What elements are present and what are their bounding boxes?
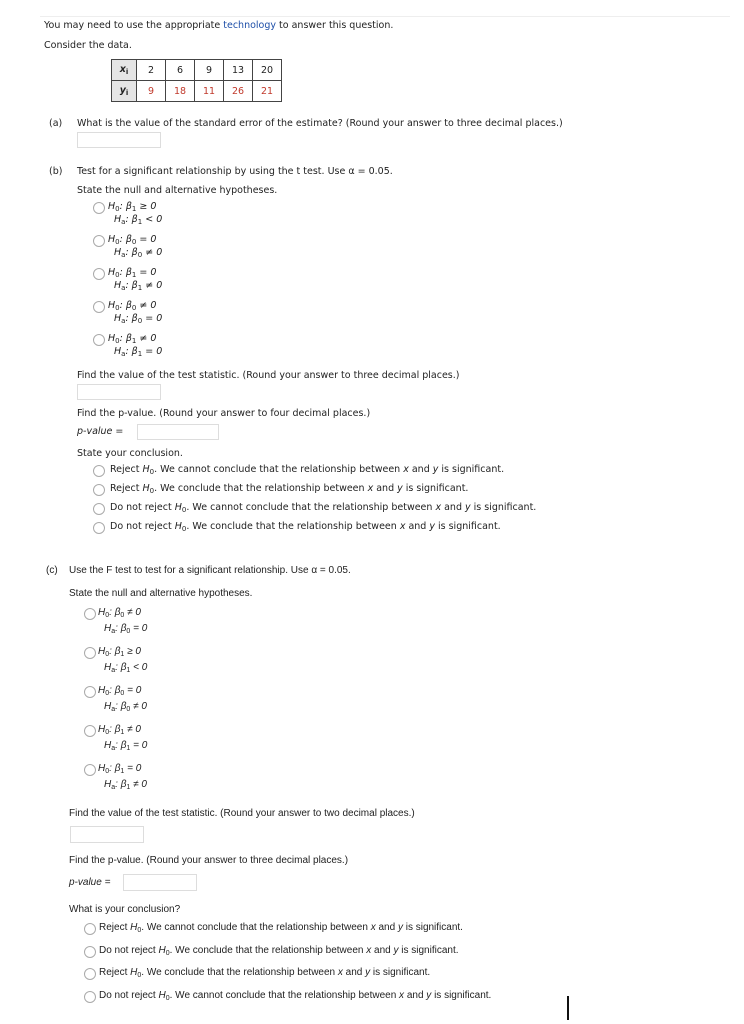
part-b-hypothesis-ha: $H_a$: $\beta_1 \ne 0$ [114,280,163,292]
part-c-conclusion-label: Do not reject $H_0$. We conclude that the relationship between x and y is significant. [99,944,459,957]
part-c-hypothesis-ha: $H_a$: $\beta_0 \ne 0$ [104,701,147,713]
part-c-stat-prompt: Find the value of the test statistic. (Round your answer to two decimal places.) [69,808,415,819]
part-c-label: (c) [46,565,58,576]
part-b-question: Test for a significant relationship by using the t test. Use α = 0.05. [77,166,393,177]
part-c-hypothesis-h0: $H_0$: $\beta_0 \ne 0$ [98,607,141,619]
part-c-conclusion-radio[interactable] [84,923,96,935]
part-b-hypothesis-h0: $H_0$: $\beta_1 \ge 0$ [108,201,157,213]
part-c-hypothesis-radio[interactable] [84,725,96,737]
top-divider [40,16,730,17]
y-header: $y_i$ [112,81,137,102]
x-cell: 13 [224,60,253,81]
x-cell: 9 [195,60,224,81]
part-b-hypothesis-radio[interactable] [93,334,105,346]
table-row-y [112,81,282,102]
part-c-question: Use the F test to test for a significant relationship. Use α = 0.05. [69,565,351,576]
y-cell: 9 [137,81,166,102]
part-b-hypothesis-radio[interactable] [93,301,105,313]
part-b-hypothesis-ha: $H_a$: $\beta_0 = 0$ [114,313,163,325]
part-c-hypothesis-radio[interactable] [84,647,96,659]
part-b-hypothesis-radio[interactable] [93,235,105,247]
part-b-hypothesis-ha: $H_a$: $\beta_1 = 0$ [114,346,163,358]
part-c-hypothesis-ha: $H_a$: $\beta_1 = 0$ [104,740,148,752]
part-b-conclusion-radio[interactable] [93,503,105,515]
text-cursor [567,996,569,1020]
part-c-hypothesis-h0: $H_0$: $\beta_1 \ge 0$ [98,646,141,658]
x-cell: 2 [137,60,166,81]
part-b-conclusion-prompt: State your conclusion. [77,448,183,459]
part-c-conclusion-label: Reject $H_0$. We conclude that the relationship between x and y is significant. [99,967,431,979]
part-c-hypothesis-ha: $H_a$: $\beta_0 = 0$ [104,623,148,635]
part-b-conclusion-radio[interactable] [93,465,105,477]
part-c-hypothesis-h0: $H_0$: $\beta_1 = 0$ [98,763,142,775]
t-stat-input[interactable] [77,384,161,400]
part-c-hyp-prompt: State the null and alternative hypotheses. [69,588,253,599]
y-cell: 26 [224,81,253,102]
part-b-p-label: p-value = [77,426,124,437]
part-b-hypothesis-h0: $H_0$: $\beta_0 \ne 0$ [108,300,157,312]
y-cell: 11 [195,81,224,102]
data-table [111,59,282,102]
consider-text: Consider the data. [44,40,132,51]
y-cell: 21 [253,81,282,102]
part-c-conclusion-prompt: What is your conclusion? [69,904,181,915]
y-cell: 18 [166,81,195,102]
part-c-hypothesis-h0: $H_0$: $\beta_0 = 0$ [98,685,142,697]
x-header: $x_i$ [112,60,137,81]
part-b-hypothesis-h0: $H_0$: $\beta_1 = 0$ [108,267,157,279]
x-cell: 6 [166,60,195,81]
part-c-hypothesis-h0: $H_0$: $\beta_1 \ne 0$ [98,724,141,736]
part-b-conclusion-label: Do not reject $H_0$. We cannot conclude that the relationship between x and y is significant. [110,502,537,514]
part-c-hypothesis-radio[interactable] [84,686,96,698]
part-b-conclusion-label: Reject $H_0$. We cannot conclude that the relationship between x and y is significant. [110,464,505,476]
part-c-hypothesis-radio[interactable] [84,608,96,620]
part-a-question: What is the value of the standard error of the estimate? (Round your answer to three decimal places.) [77,118,563,129]
std-error-input[interactable] [77,132,161,148]
x-cell: 20 [253,60,282,81]
part-c-hypothesis-radio[interactable] [84,764,96,776]
part-c-conclusion-radio[interactable] [84,968,96,980]
intro-text-before: You may need to use the appropriate [44,20,224,31]
t-pvalue-input[interactable] [137,424,219,440]
part-c-conclusion-label: Do not reject $H_0$. We cannot conclude that the relationship between x and y is significant. [99,989,492,1002]
part-a-label: (a) [49,118,63,129]
part-b-conclusion-label: Reject $H_0$. We conclude that the relationship between x and y is significant. [110,483,469,495]
part-b-hypothesis-ha: $H_a$: $\beta_0 \ne 0$ [114,247,163,259]
part-c-conclusion-radio[interactable] [84,946,96,958]
part-c-p-prompt: Find the p-value. (Round your answer to three decimal places.) [69,855,349,866]
part-b-hyp-prompt: State the null and alternative hypotheses. [77,185,278,196]
part-b-stat-prompt: Find the value of the test statistic. (Round your answer to three decimal places.) [77,370,460,381]
technology-link[interactable]: technology [223,20,277,31]
part-b-p-prompt: Find the p-value. (Round your answer to four decimal places.) [77,408,371,419]
intro-line [44,20,393,31]
part-c-conclusion-radio[interactable] [84,991,96,1003]
part-b-conclusion-label: Do not reject $H_0$. We conclude that the relationship between x and y is significant. [110,521,501,533]
part-b-hypothesis-h0: $H_0$: $\beta_1 \ne 0$ [108,333,157,345]
part-c-hypothesis-ha: $H_a$: $\beta_1 < 0$ [104,662,148,674]
part-c-hypothesis-ha: $H_a$: $\beta_1 \ne 0$ [104,779,147,791]
part-b-conclusion-radio[interactable] [93,484,105,496]
part-b-hypothesis-ha: $H_a$: $\beta_1 < 0$ [114,214,163,226]
intro-text-after: to answer this question. [276,20,394,31]
part-c-conclusion-label: Reject $H_0$. We cannot conclude that the relationship between x and y is significant. [99,922,463,934]
part-b-hypothesis-radio[interactable] [93,202,105,214]
part-c-p-label: p-value = [69,877,111,888]
f-stat-input[interactable] [70,826,144,843]
part-b-conclusion-radio[interactable] [93,522,105,534]
part-b-label: (b) [49,166,63,177]
part-b-hypothesis-radio[interactable] [93,268,105,280]
table-row-x [112,60,282,81]
part-b-hypothesis-h0: $H_0$: $\beta_0 = 0$ [108,234,157,246]
f-pvalue-input[interactable] [123,874,197,891]
